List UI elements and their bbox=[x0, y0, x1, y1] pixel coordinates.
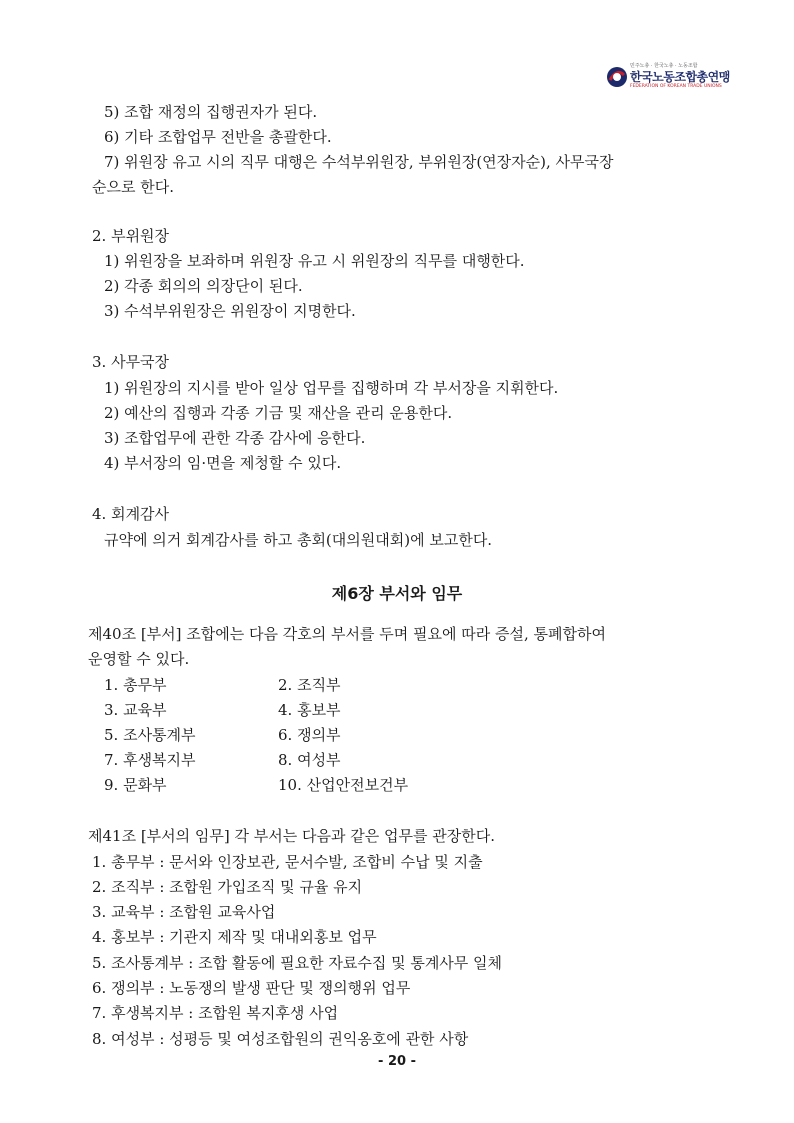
page-number: - 20 - bbox=[378, 1054, 416, 1069]
duty-item: 5. 조사통계부 : 조합 활동에 필요한 자료수집 및 통계사무 일체 bbox=[92, 954, 503, 972]
list-item: 3) 조합업무에 관한 각종 감사에 응한다. bbox=[104, 429, 366, 447]
union-logo-icon bbox=[606, 66, 628, 88]
logo bbox=[606, 62, 736, 94]
logo-name: 한국노동조합총연맹 bbox=[630, 70, 730, 84]
logo-english-name: FEDERATION OF KOREAN TRADE UNIONS bbox=[630, 84, 722, 89]
list-item: 4) 부서장의 임·면을 제청할 수 있다. bbox=[104, 454, 342, 472]
list-item: 2) 각종 회의의 의장단이 된다. bbox=[104, 277, 303, 295]
dept-item: 10. 산업안전보건부 bbox=[278, 776, 409, 794]
list-item: 3) 수석부위원장은 위원장이 지명한다. bbox=[104, 302, 356, 320]
dept-item: 7. 후생복지부 bbox=[104, 751, 196, 769]
list-item: 1) 위원장의 지시를 받아 일상 업무를 집행하며 각 부서장을 지휘한다. bbox=[104, 379, 559, 397]
section-title-vice-chair: 2. 부위원장 bbox=[92, 227, 170, 245]
dept-item: 4. 홍보부 bbox=[278, 701, 341, 719]
text-line: 6) 기타 조합업무 전반을 총괄한다. bbox=[104, 128, 332, 146]
dept-item: 9. 문화부 bbox=[104, 776, 167, 794]
dept-item: 5. 조사통계부 bbox=[104, 726, 196, 744]
duty-item: 2. 조직부 : 조합원 가입조직 및 규율 유지 bbox=[92, 878, 363, 896]
list-item: 2) 예산의 집행과 각종 기금 및 재산을 관리 운용한다. bbox=[104, 404, 453, 422]
duty-item: 6. 쟁의부 : 노동쟁의 발생 판단 및 쟁의행위 업무 bbox=[92, 979, 411, 997]
text-line: 5) 조합 재정의 집행권자가 된다. bbox=[104, 103, 318, 121]
article-41-line: 제41조 [부서의 임무] 각 부서는 다음과 같은 업무를 관장한다. bbox=[88, 827, 495, 845]
section-title-secretary-general: 3. 사무국장 bbox=[92, 353, 170, 371]
logo-subtitle: 민주노총 · 한국노총 · 노동조합 bbox=[630, 63, 698, 69]
duty-item: 4. 홍보부 : 기관지 제작 및 대내외홍보 업무 bbox=[92, 928, 377, 946]
section-body-audit: 규약에 의거 회계감사를 하고 총회(대의원대회)에 보고한다. bbox=[104, 531, 493, 549]
chapter-title: 제6장 부서와 임무 bbox=[331, 584, 463, 603]
section-title-audit: 4. 회계감사 bbox=[92, 505, 170, 523]
dept-item: 3. 교육부 bbox=[104, 701, 167, 719]
duty-item: 1. 총무부 : 문서와 인장보관, 문서수발, 조합비 수납 및 지출 bbox=[92, 853, 483, 871]
duty-item: 8. 여성부 : 성평등 및 여성조합원의 권익옹호에 관한 사항 bbox=[92, 1030, 469, 1048]
dept-item: 8. 여성부 bbox=[278, 751, 341, 769]
text-line: 순으로 한다. bbox=[92, 178, 174, 196]
duty-item: 7. 후생복지부 : 조합원 복지후생 사업 bbox=[92, 1004, 339, 1022]
dept-item: 2. 조직부 bbox=[278, 676, 341, 694]
text-line: 7) 위원장 유고 시의 직무 대행은 수석부위원장, 부위원장(연장자순), 사무국장 bbox=[104, 153, 614, 171]
article-40-line: 운영할 수 있다. bbox=[88, 650, 190, 668]
dept-item: 1. 총무부 bbox=[104, 676, 167, 694]
list-item: 1) 위원장을 보좌하며 위원장 유고 시 위원장의 직무를 대행한다. bbox=[104, 252, 525, 270]
duty-item: 3. 교육부 : 조합원 교육사업 bbox=[92, 903, 276, 921]
article-40-line: 제40조 [부서] 조합에는 다음 각호의 부서를 두며 필요에 따라 증설, 통폐합하여 bbox=[88, 625, 606, 643]
dept-item: 6. 쟁의부 bbox=[278, 726, 341, 744]
